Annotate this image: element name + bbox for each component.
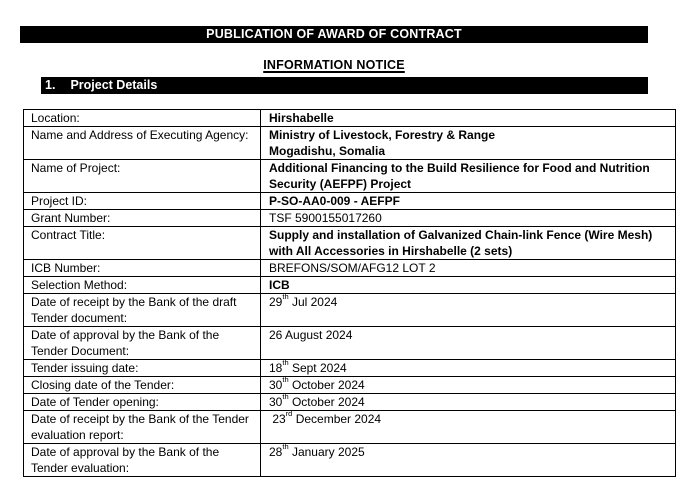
value-text: 26 August 2024 [269,328,353,342]
row-label-cell [24,327,261,360]
row-label-line: Grant Number: [31,211,111,225]
row-value-cell [261,210,676,227]
row-value-cell [261,327,676,360]
value-text: Supply and installation of Galvanized Chain-link Fence (Wire Mesh) [269,228,653,242]
value-text: Security (AEFPF) Project [269,177,412,191]
value-text: BREFONS/SOM/AFG12 LOT 2 [269,261,436,275]
row-value-line [269,143,671,159]
row-value-cell [261,411,676,444]
row-label-cell [24,294,261,327]
row-value-cell [261,394,676,411]
value-text: 18 [269,361,283,375]
table-row [24,127,676,160]
information-notice-heading: INFORMATION NOTICE [263,58,405,72]
value-text: ICB [269,278,290,292]
row-label-cell [24,411,261,444]
row-value-line [269,260,671,276]
value-text: Hirshabelle [269,111,334,125]
row-label-cell [24,260,261,277]
row-label-cell [24,377,261,394]
table-row [24,394,676,411]
row-value-line [269,176,671,192]
row-label-line: Date of approval by the Bank of the [31,445,220,459]
ordinal-superscript: rd [285,409,293,418]
row-value-line [269,110,671,126]
row-label-line: Project ID: [31,194,88,208]
row-label-cell [24,210,261,227]
table-row [24,327,676,360]
row-label-cell [24,394,261,411]
row-label-line: Tender evaluation: [31,461,130,475]
row-value-line [269,210,671,226]
row-label-cell [24,444,261,477]
row-label-line: Date of receipt by the Bank of the Tender [31,412,249,426]
value-text: 30 [269,395,283,409]
row-value-line [269,243,671,259]
row-label-line: Location: [31,111,80,125]
row-value-line [269,394,671,410]
table-row [24,360,676,377]
row-label-line: Selection Method: [31,278,128,292]
ordinal-superscript: th [282,358,289,367]
row-value-line [269,127,671,143]
table-row [24,110,676,127]
table-row [24,277,676,294]
row-value-cell [261,444,676,477]
value-text: 29 [269,295,283,309]
row-label-line: Name of Project: [31,161,121,175]
table-row [24,260,676,277]
row-label-cell [24,360,261,377]
row-label-line: Tender Document: [31,344,130,358]
row-value-cell [261,227,676,260]
table-row [24,294,676,327]
value-text: October 2024 [288,395,365,409]
row-label-line: Date of receipt by the Bank of the draft [31,295,237,309]
row-label-cell [24,227,261,260]
project-details-table [23,109,676,477]
row-label-line: Date of approval by the Bank of the [31,328,220,342]
value-text: Sept 2024 [288,361,347,375]
value-text: with All Accessories in Hirshabelle (2 sets) [269,244,513,258]
row-value-line [269,360,671,376]
value-text: Mogadishu, Somalia [269,144,386,158]
publication-title-bar: PUBLICATION OF AWARD OF CONTRACT [20,26,648,43]
section-title: Project Details [70,78,158,92]
row-value-cell [261,360,676,377]
row-label-cell [24,110,261,127]
row-label-line: ICB Number: [31,261,101,275]
row-label-line: Date of Tender opening: [31,395,159,409]
row-label-cell [24,277,261,294]
row-value-cell [261,160,676,193]
value-text: January 2025 [288,445,365,459]
row-value-line [269,294,671,310]
table-row [24,210,676,227]
table-row [24,160,676,193]
value-text: 28 [269,445,283,459]
value-text: P-SO-AA0-009 - AEFPF [269,194,400,208]
row-value-cell [261,110,676,127]
row-label-line: Contract Title: [31,228,106,242]
row-value-line [269,444,671,460]
row-label-line: Tender document: [31,311,128,325]
row-value-line [269,377,671,393]
table-row [24,444,676,477]
row-label-line: Tender issuing date: [31,361,139,375]
row-label-cell [24,127,261,160]
value-text: October 2024 [288,378,365,392]
row-label-cell [24,193,261,210]
table-row [24,227,676,260]
table-row [24,193,676,210]
ordinal-superscript: th [282,392,289,401]
ordinal-superscript: th [282,375,289,384]
value-text: December 2024 [292,412,382,426]
section-header-bar [41,77,648,94]
row-value-cell [261,193,676,210]
row-value-cell [261,377,676,394]
value-text: TSF 5900155017260 [269,211,382,225]
row-label-line: Closing date of the Tender: [31,378,175,392]
value-text: Additional Financing to the Build Resilience for Food and Nutrition [269,161,650,175]
ordinal-superscript: th [282,292,289,301]
table-row [24,411,676,444]
row-label-line: evaluation report: [31,428,124,442]
row-value-line [269,193,671,209]
value-text: 23 [269,412,286,426]
ordinal-superscript: th [282,442,289,451]
row-value-line [269,277,671,293]
row-value-line [269,160,671,176]
value-text: Jul 2024 [288,295,338,309]
row-value-cell [261,277,676,294]
value-text: 30 [269,378,283,392]
row-value-line [269,411,671,427]
section-number: 1. [45,78,56,92]
value-text: Ministry of Livestock, Forestry & Range [269,128,496,142]
row-value-cell [261,294,676,327]
row-value-line [269,327,671,343]
row-value-line [269,227,671,243]
row-label-line: Name and Address of Executing Agency: [31,128,249,142]
table-row [24,377,676,394]
row-value-cell [261,127,676,160]
row-value-cell [261,260,676,277]
row-label-cell [24,160,261,193]
